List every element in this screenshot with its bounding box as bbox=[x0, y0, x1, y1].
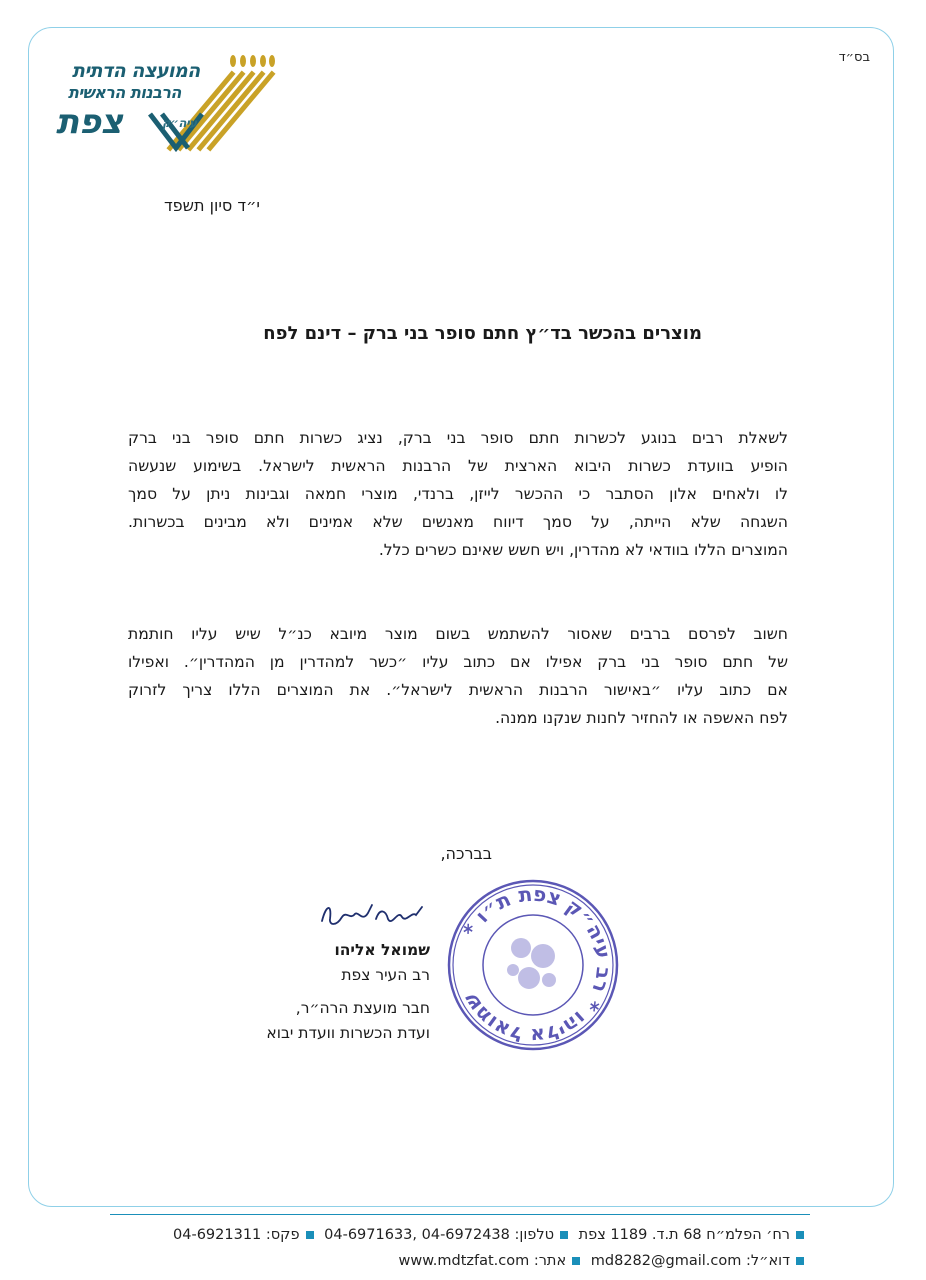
stamp-text: שמואל אליהו * רב עיה״ק צפת ת״ו * bbox=[457, 881, 617, 1049]
footer-fax: 04-6921311 bbox=[173, 1227, 262, 1243]
paragraph-line: השגחה שלא הייתה, על סמך דיווח מאנשים שלא אמינים ולא מבינים בכשרות. bbox=[128, 513, 788, 531]
handwritten-signature-icon bbox=[316, 897, 428, 933]
paragraph-line: חשוב לפרסם ברבים שאסור להשתמש בשום מוצר מיובא כנ״ל שיש עליו חותמת bbox=[128, 625, 788, 643]
paragraph-line: לו ולאחים אלון הסתבר כי ההכשר לייזן, ברנדי, מוצרי חמאה וגבינות ניתן על סמך bbox=[128, 485, 788, 503]
paragraph-line: המוצרים הללו בוודאי לא מהדרין, ויש חשש שאינם כשרים כלל. bbox=[378, 541, 788, 559]
bullet-square-icon bbox=[572, 1257, 580, 1265]
footer bbox=[110, 1214, 810, 1269]
bullet-square-icon bbox=[796, 1257, 804, 1265]
paragraph-line: הופיע בוועדת כשרות היבוא הארצית של הרבנות הראשית לישראל. בשימוע שנעשה bbox=[128, 457, 788, 475]
footer-site-label: אתר: bbox=[533, 1253, 567, 1269]
paragraph-line: של חתם סופר בני ברק אפילו אם כתוב עליו ״כשר למהדרין מן המהדרין״. ואפילו bbox=[128, 653, 788, 671]
paragraph-1 bbox=[128, 424, 788, 564]
footer-phone-label: טלפון: bbox=[514, 1227, 554, 1243]
signer-title: רב העיר צפת bbox=[341, 966, 430, 984]
footer-address: רח׳ הפלמ״ח 68 ת.ד. 1189 צפת bbox=[578, 1227, 790, 1243]
logo-text-holy-city: עיה״ק bbox=[162, 116, 197, 130]
footer-email-label: דוא״ל: bbox=[745, 1253, 790, 1269]
footer-web-line bbox=[399, 1253, 810, 1269]
letter-date: י״ד סיון תשפד bbox=[163, 196, 260, 215]
letter-heading: מוצרים בהכשר בד״ץ חתם סופר בני ברק – דינם לפח bbox=[263, 323, 702, 344]
signer-role: ועדת הכשרות וועדת יבוא bbox=[266, 1024, 430, 1042]
religious-council-logo bbox=[50, 52, 276, 156]
paragraph-line: אם כתוב עליו ״באישור הרבנות הראשית לישראל״. את המוצרים הללו צריך לזרוק bbox=[128, 681, 788, 699]
bullet-square-icon bbox=[560, 1231, 568, 1239]
rabbi-stamp-seal bbox=[445, 876, 621, 1054]
bullet-square-icon bbox=[306, 1231, 314, 1239]
footer-phone: 04-6971633, 04-6972438 bbox=[324, 1227, 510, 1243]
footer-contact-line bbox=[173, 1227, 810, 1243]
signer-role: חבר מועצת הרה״ר, bbox=[295, 999, 430, 1017]
paragraph-line: לפח האשפה או להחזיר לחנות שנקנו ממנה. bbox=[495, 709, 788, 727]
signature-block bbox=[266, 938, 430, 1046]
bsd-mark: בס״ד bbox=[838, 50, 870, 65]
footer-site-link[interactable]: www.mdtzfat.com bbox=[398, 1253, 530, 1269]
footer-fax-label: פקס: bbox=[265, 1227, 300, 1243]
footer-email-link[interactable]: md8282@gmail.com bbox=[590, 1253, 742, 1269]
logo-text-rabbinate: הרבנות הראשית bbox=[68, 83, 182, 102]
bullet-square-icon bbox=[796, 1231, 804, 1239]
signer-name: שמואל אליהו bbox=[334, 941, 430, 959]
logo-text-city: צפת bbox=[56, 102, 123, 142]
paragraph-line: לשאלת רבים בנוגע לכשרות חתם סופר בני ברק, נציג כשרות חתם סופר בני ברק bbox=[128, 429, 788, 447]
closing-blessing: בברכה, bbox=[440, 844, 492, 863]
paragraph-2 bbox=[128, 620, 788, 732]
logo-text-council: המועצה הדתית bbox=[72, 60, 200, 82]
